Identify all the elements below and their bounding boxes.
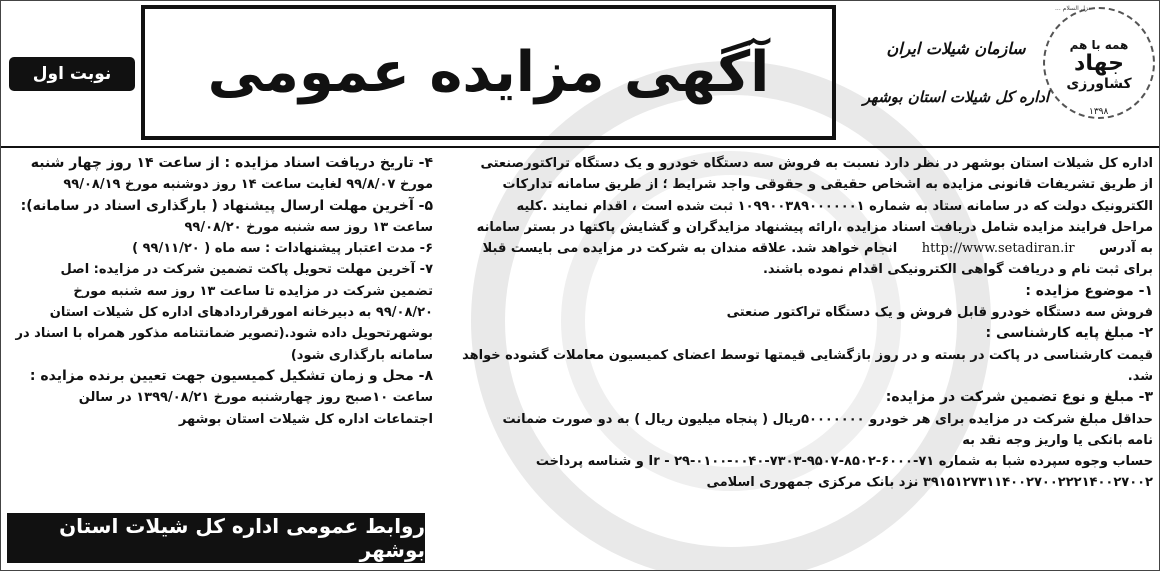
intro-line: از طریق تشریفات قانونی مزایده به اشخاص حقیقی و حقوقی واجد شرایط ؛ از طریق سامانه تدارکات: [502, 177, 1153, 193]
section8-text: اجتماعات اداره کل شیلات استان بوشهر: [178, 411, 433, 427]
public-relations-banner: روابط عمومی اداره کل شیلات استان بوشهر: [7, 513, 425, 563]
section8-heading: ۸- محل و زمان تشکیل کمیسیون جهت تعیین برنده مزایده :: [29, 367, 433, 384]
org-line1: سازمان شیلات ایران: [886, 39, 1026, 58]
logo-arc-text: نزل السلام ...: [1055, 5, 1091, 12]
title-box: [141, 5, 836, 140]
logo-year: ۱۳۹۸: [1089, 107, 1109, 117]
section8-text: ساعت ۱۰صبح روز چهارشنبه مورخ ۱۳۹۹/۰۸/۲۱ در سالن: [78, 390, 433, 406]
organization-name: [861, 29, 1051, 106]
notice-title: آگهی مزایده عمومی: [207, 39, 770, 105]
section5-heading: ۵- آخرین مهلت ارسال پیشنهاد ( بارگذاری اسناد در سامانه):: [20, 197, 433, 214]
section7-text: سامانه بارگذاری شود): [290, 347, 433, 363]
address-prefix: به آدرس: [1099, 241, 1153, 257]
section7-text: بوشهرتحویل داده شود.(تصویر ضمانتنامه مذکور همراه با اسناد در: [15, 326, 433, 342]
header-divider: [1, 146, 1160, 148]
section7-text: ۷- آخرین مهلت تحویل پاکت تضمین شرکت در مزایده: اصل: [60, 262, 433, 278]
section3-text: ۳۹۱۵۱۲۷۳۱۱۴۰۰۲۷۰۰۲۲۲۱۴۰۰۲۷۰۰۲ نزد بانک مرکزی جمهوری اسلامی: [706, 475, 1153, 491]
section6-text: ۶- مدت اعتبار پیشنهادات : سه ماه ( ۹۹/۱۱/۲۰ ): [132, 241, 433, 257]
section2-heading: ۲- مبلغ پایه کارشناسی :: [985, 325, 1153, 342]
turn-badge: نوبت اول: [9, 57, 135, 91]
section2-text: شد.: [1127, 368, 1153, 384]
intro-end: برای ثبت نام و دریافت گواهی الکترونیکی اقدام نموده باشند.: [762, 262, 1153, 278]
logo-line1: همه با هم: [1069, 37, 1129, 52]
logo-line2: جهاد: [1074, 50, 1124, 76]
section7-text: تضمین شرکت در مزایده تا ساعت ۱۳ روز سه شنبه مورخ: [73, 283, 433, 299]
intro-line: مراحل فرایند مزایده شامل دریافت اسناد مزایده ،ارائه پیشنهاد مزایدگران و گشایش پاکتها در بستر سامانه: [476, 219, 1153, 235]
right-column: [441, 153, 1153, 494]
section3-text: نامه بانکی یا واریز وجه نقد به: [962, 432, 1153, 448]
notice-header: [1, 1, 1160, 146]
section3-text: حداقل مبلغ شرکت در مزایده برای هر خودرو ۵۰۰۰۰۰۰۰ریال ( پنجاه میلیون ریال ) به دو صورت ضمانت: [502, 411, 1153, 427]
section4-text: مورخ ۹۹/۸/۰۷ لغایت ساعت ۱۴ روز دوشنبه مورخ ۹۹/۰۸/۱۹: [63, 177, 433, 193]
setadiran-url[interactable]: http://www.setadiran.ir: [921, 241, 1075, 257]
address-line: [441, 238, 1153, 259]
section5-text: ساعت ۱۳ روز سه شنبه مورخ ۹۹/۰۸/۲۰: [184, 219, 433, 235]
section4-heading: ۴- تاریخ دریافت اسناد مزایده : از ساعت ۱۴ روز چهار شنبه: [30, 155, 433, 171]
left-column: [9, 153, 433, 430]
address-suffix: انجام خواهد شد. علاقه مندان به شرکت در مزایده می بایست قبلا: [482, 241, 898, 257]
logo-line3: کشاورزی: [1066, 76, 1132, 93]
section7-text: ۹۹/۰۸/۲۰ به دبیرخانه امورقراردادهای اداره کل شیلات استان: [49, 305, 433, 321]
section2-text: قیمت کارشناسی در پاکت در بسته و در روز بازگشایی قیمتها توسط اعضای کمیسیون معاملات گشوده خواهد: [462, 347, 1153, 363]
intro-line: الکترونیک دولت که در سامانه ستاد به شماره ۱۰۹۹۰۰۳۸۹۰۰۰۰۰۰۱ ثبت شده است ، اقدام نمایند .کلیه: [516, 198, 1153, 214]
section1-heading: ۱- موضوع مزایده :: [1025, 282, 1153, 299]
section3-heading: ۳- مبلغ و نوع تضمین شرکت در مزایده:: [885, 389, 1153, 406]
section1-text: فروش سه دستگاه خودرو قابل فروش و یک دستگاه تراکتور صنعتی: [726, 305, 1153, 321]
logo-core: [1051, 17, 1147, 113]
intro-line: اداره کل شیلات استان بوشهر در نظر دارد نسبت به فروش سه دستگاه خودرو و یک دستگاه تراکتورصنعتی: [480, 156, 1153, 171]
org-line2: اداره کل شیلات استان بوشهر: [862, 88, 1050, 106]
jahad-keshavarzi-logo: [1043, 7, 1155, 119]
section3-text: حساب وجوه سپرده شبا به شماره ۷۱-۶۰۰۰-۸۵۰۲-۹۵۰۷-۷۳۰۳-۰۰۴۰-۰۱۰۰-۲۹ - Ir و شناسه پرداخت: [535, 454, 1153, 470]
